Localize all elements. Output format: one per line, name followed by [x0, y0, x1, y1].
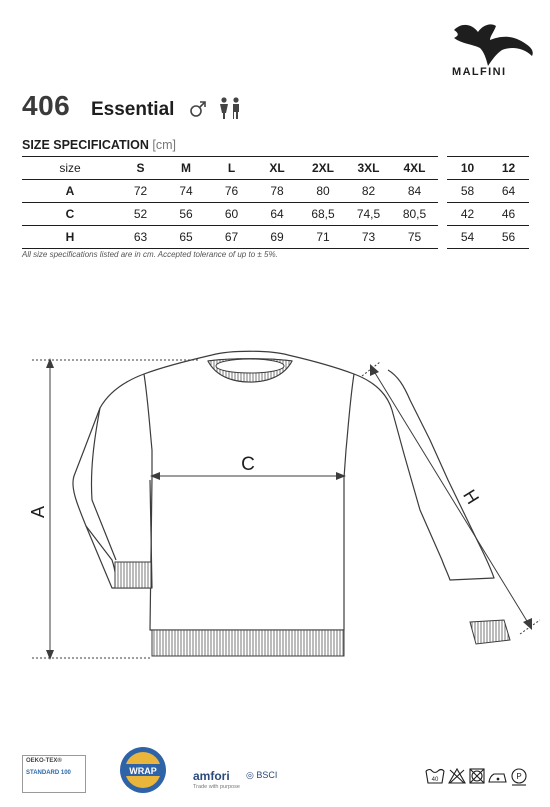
- row-label: A: [22, 180, 118, 203]
- oeko-tex-logo: [22, 755, 86, 793]
- size-header: 4XL: [391, 157, 438, 180]
- bsci-icon: ◎: [246, 770, 254, 780]
- size-header-row: [447, 157, 529, 180]
- size-header: S: [118, 157, 163, 180]
- label-a: A: [28, 505, 48, 519]
- size-header: 3XL: [346, 157, 391, 180]
- wash-40-icon: [426, 770, 444, 784]
- size-spec-title: [22, 138, 176, 152]
- table-cell: 73: [346, 226, 391, 249]
- size-header: L: [209, 157, 254, 180]
- gender-icons: [190, 94, 250, 120]
- size-spec-unit: [cm]: [152, 138, 176, 152]
- table-row: [22, 226, 438, 249]
- dry-clean-icon: [512, 769, 526, 785]
- table-row: [447, 180, 529, 203]
- label-c: C: [241, 454, 255, 475]
- wrap-certification-logo: [118, 744, 168, 796]
- table-cell: 74,5: [346, 203, 391, 226]
- table-cell: 46: [488, 203, 529, 226]
- table-cell: 52: [118, 203, 163, 226]
- table-cell: 56: [488, 226, 529, 249]
- table-row: [22, 203, 438, 226]
- oeko-tex-standard: STANDARD 100: [26, 770, 71, 776]
- svg-text:40: 40: [431, 777, 439, 783]
- bsci-label: [246, 770, 277, 781]
- table-cell: 74: [163, 180, 209, 203]
- table-cell: 82: [346, 180, 391, 203]
- right-cuff-rib: [470, 620, 510, 644]
- table-cell: 76: [209, 180, 254, 203]
- dimension-a: [32, 358, 200, 660]
- table-cell: 84: [391, 180, 438, 203]
- size-label: size: [22, 157, 118, 180]
- table-cell: 80,5: [391, 203, 438, 226]
- row-label: H: [22, 226, 118, 249]
- kids-size-table: [447, 156, 529, 249]
- left-cuff-rib: [115, 562, 151, 588]
- no-tumble-dry-icon: [470, 769, 484, 783]
- size-header: M: [163, 157, 209, 180]
- table-cell: 68,5: [300, 203, 346, 226]
- table-cell: 58: [447, 180, 488, 203]
- brand-name: MALFINI: [452, 66, 507, 78]
- children-icon: [220, 97, 239, 119]
- row-label: C: [22, 203, 118, 226]
- table-cell: 65: [163, 226, 209, 249]
- amfori-tagline: Trade with purpose: [193, 784, 240, 790]
- wrap-text: WRAP: [129, 766, 157, 776]
- oeko-tex-title: OEKO-TEX®: [26, 758, 62, 764]
- table-cell: 63: [118, 226, 163, 249]
- no-bleach-icon: [449, 769, 465, 783]
- product-name: Essential: [91, 99, 175, 120]
- table-cell: 71: [300, 226, 346, 249]
- table-row: [447, 203, 529, 226]
- table-cell: 64: [254, 203, 300, 226]
- svg-text:P: P: [516, 772, 522, 781]
- product-code: 406: [22, 90, 71, 121]
- table-row: [22, 180, 438, 203]
- size-header: 12: [488, 157, 529, 180]
- size-header: 10: [447, 157, 488, 180]
- table-cell: 56: [163, 203, 209, 226]
- table-cell: 72: [118, 180, 163, 203]
- care-symbols: [424, 765, 534, 787]
- iron-icon: [489, 774, 506, 782]
- tolerance-note: All size specifications listed are in cm. Accepted tolerance of up to ± 5%.: [22, 250, 278, 259]
- table-cell: 42: [447, 203, 488, 226]
- adult-size-table: [22, 156, 438, 249]
- size-header-row: [22, 157, 438, 180]
- amfori-logo-text: amfori: [193, 769, 230, 783]
- male-icon: [191, 102, 205, 116]
- table-cell: 60: [209, 203, 254, 226]
- size-header: 2XL: [300, 157, 346, 180]
- size-header: XL: [254, 157, 300, 180]
- table-cell: 67: [209, 226, 254, 249]
- table-cell: 69: [254, 226, 300, 249]
- table-cell: 78: [254, 180, 300, 203]
- size-spec-heading: SIZE SPECIFICATION: [22, 138, 149, 152]
- table-cell: 75: [391, 226, 438, 249]
- table-cell: 54: [447, 226, 488, 249]
- table-row: [447, 226, 529, 249]
- hem-rib: [152, 630, 344, 656]
- table-cell: 80: [300, 180, 346, 203]
- bsci-text: BSCI: [256, 770, 278, 780]
- label-h: H: [459, 486, 484, 508]
- sweatshirt-diagram: [0, 330, 550, 670]
- table-cell: 64: [488, 180, 529, 203]
